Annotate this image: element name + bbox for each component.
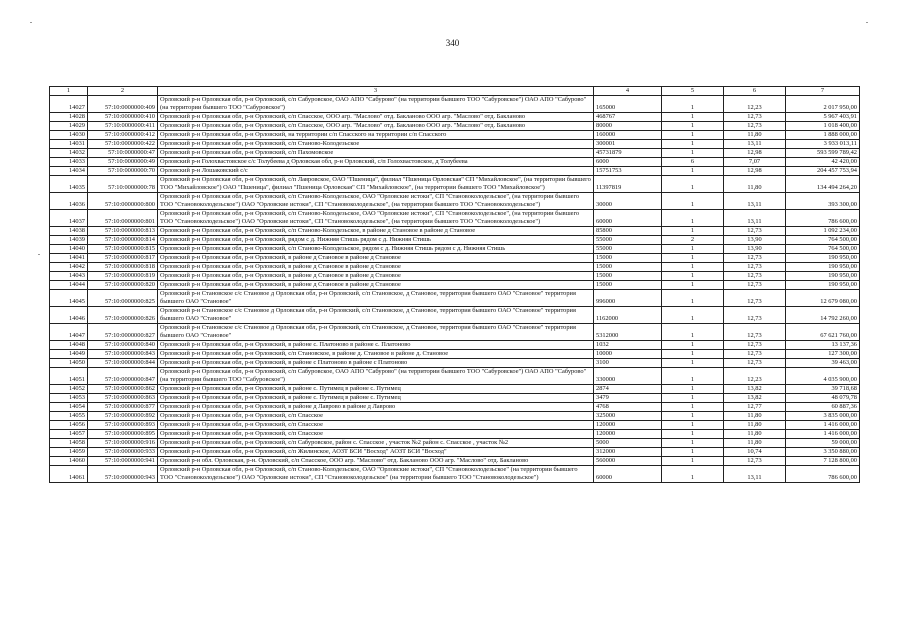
plot-count: 1 xyxy=(662,385,724,394)
table-row xyxy=(50,350,860,359)
row-number: 14032 xyxy=(50,149,88,158)
plot-location: Орловский р-н обл. Орловская, р-н. Орловский, с/п Спасское, ООО агр. "Маслово" отд. Бакланово ООО агр. "Маслово" отд. Бакланово xyxy=(158,457,594,466)
table-body xyxy=(50,96,860,483)
table-row xyxy=(50,254,860,263)
plot-location: Орловский р-н Голохвастовское с/с Толубеева д Орловская обл, р-н Орловский, с/п Голохвастовское, д Толубеева xyxy=(158,158,594,167)
plot-count: 1 xyxy=(662,263,724,272)
row-number: 14038 xyxy=(50,227,88,236)
table-row xyxy=(50,193,860,210)
plot-location: Орловский р-н Орловская обл, р-н Орловский, в районе д Становое в районе д Становое xyxy=(158,263,594,272)
cadastral-value: 1 888 000,00 xyxy=(786,131,860,140)
cadastral-number: 57:10:0000000:814 xyxy=(88,236,158,245)
plot-location: Орловский р-н Орловская обл, р-н Орловский, с/п Лавровское, ОАО "Пшеница", филиал "Пшеница Орловская" СП "Михайловское", (на территории бывшего ТОО "Михайловское") ОАО "Пшеница", филиал "Пшеница Орловская" СП "Михайловское", (на территории бывшего ТОО "Михайловское") xyxy=(158,176,594,193)
cadastral-value: 7 128 800,00 xyxy=(786,457,860,466)
rate-value: 12,73 xyxy=(724,290,786,307)
table-row xyxy=(50,439,860,448)
cadastral-value: 2 017 950,00 xyxy=(786,96,860,113)
rate-value: 12,73 xyxy=(724,341,786,350)
cadastral-number: 57:10:0000000:815 xyxy=(88,245,158,254)
plot-count: 1 xyxy=(662,466,724,483)
cadastral-number: 57:10:0000000:877 xyxy=(88,403,158,412)
row-number: 14059 xyxy=(50,448,88,457)
row-number: 14060 xyxy=(50,457,88,466)
table-row xyxy=(50,341,860,350)
plot-location: Орловский р-н Орловская обл, р-н Орловский, в районе с. Путимец в районе с. Путимец xyxy=(158,394,594,403)
plot-area: 5000 xyxy=(594,439,662,448)
row-number: 14044 xyxy=(50,281,88,290)
plot-area: 15000 xyxy=(594,254,662,263)
rate-value: 10,74 xyxy=(724,448,786,457)
plot-area: 1032 xyxy=(594,341,662,350)
plot-count: 1 xyxy=(662,430,724,439)
cadastral-value: 786 600,00 xyxy=(786,466,860,483)
rate-value: 12,23 xyxy=(724,96,786,113)
plot-area: 15000 xyxy=(594,281,662,290)
plot-area: 120000 xyxy=(594,421,662,430)
rate-value: 12,23 xyxy=(724,368,786,385)
rate-value: 11,80 xyxy=(724,176,786,193)
row-number: 14027 xyxy=(50,96,88,113)
plot-location: Орловский р-н Орловская обл, р-н Орловский, в районе д Становое в районе д Становое xyxy=(158,254,594,263)
cadastral-number: 57:10:0000000:818 xyxy=(88,263,158,272)
rate-value: 13,82 xyxy=(724,394,786,403)
cadastral-value: 190 950,00 xyxy=(786,272,860,281)
table-row xyxy=(50,359,860,368)
row-number: 14041 xyxy=(50,254,88,263)
table-row xyxy=(50,245,860,254)
plot-location: Орловский р-н Орловская обл, р-н Орловский, с/п Спасское xyxy=(158,412,594,421)
rate-value: 13,82 xyxy=(724,385,786,394)
table-row xyxy=(50,263,860,272)
cadastral-number: 57:10:0000000:49 xyxy=(88,158,158,167)
table-row xyxy=(50,368,860,385)
plot-area: 300001 xyxy=(594,140,662,149)
plot-count: 1 xyxy=(662,350,724,359)
plot-count: 1 xyxy=(662,439,724,448)
row-number: 14033 xyxy=(50,158,88,167)
table-row xyxy=(50,448,860,457)
row-number: 14058 xyxy=(50,439,88,448)
rate-value: 12,73 xyxy=(724,113,786,122)
plot-area: 60000 xyxy=(594,466,662,483)
plot-area: 3479 xyxy=(594,394,662,403)
cadastral-value: 12 679 080,00 xyxy=(786,290,860,307)
cadastral-value: 39 463,00 xyxy=(786,359,860,368)
cadastral-value: 39 718,68 xyxy=(786,385,860,394)
plot-area: 55000 xyxy=(594,245,662,254)
plot-location: Орловский р-н Орловская обл, р-н Орловский, в районе д Становое в районе д Становое xyxy=(158,272,594,281)
cadastral-number: 57:10:0000000:819 xyxy=(88,272,158,281)
row-number: 14056 xyxy=(50,421,88,430)
plot-count: 1 xyxy=(662,210,724,227)
cadastral-value: 190 950,00 xyxy=(786,281,860,290)
table-row xyxy=(50,227,860,236)
plot-count: 1 xyxy=(662,140,724,149)
rate-value: 12,73 xyxy=(724,263,786,272)
plot-area: 60000 xyxy=(594,210,662,227)
plot-location: Орловский р-н Орловская обл, р-н Орловский, с/п Спасское xyxy=(158,421,594,430)
cadastral-value: 60 887,36 xyxy=(786,403,860,412)
column-header: 6 xyxy=(724,87,786,96)
cadastral-value: 14 792 260,00 xyxy=(786,307,860,324)
plot-count: 1 xyxy=(662,122,724,131)
plot-location: Орловский р-н Орловская обл, р-н Орловский, с/п Пахомовское xyxy=(158,149,594,158)
cadastral-number: 57:10:0000000:941 xyxy=(88,457,158,466)
land-plot-table-container xyxy=(49,86,859,483)
cadastral-value: 3 350 880,00 xyxy=(786,448,860,457)
cadastral-number: 57:10:0000000:892 xyxy=(88,412,158,421)
plot-area: 330000 xyxy=(594,368,662,385)
plot-location: Орловский р-н Орловская обл, р-н Орловский, с/п Станово-Колодезьское, ОАО "Орловские истоки", СП "Становоколодезьское" (на территории бывшего ТОО "Становоколодезьское") ОАО "Орловские истоки", СП "Становоколодезьское" (на территории бывшего ТОО "Становоколодезьское") xyxy=(158,466,594,483)
plot-count: 1 xyxy=(662,96,724,113)
cadastral-value: 190 950,00 xyxy=(786,254,860,263)
plot-area: 325000 xyxy=(594,412,662,421)
rate-value: 11,80 xyxy=(724,439,786,448)
cadastral-number: 57:10:0000000:409 xyxy=(88,96,158,113)
cadastral-number: 57:10:0000000:78 xyxy=(88,176,158,193)
rate-value: 11,80 xyxy=(724,412,786,421)
rate-value: 12,73 xyxy=(724,272,786,281)
plot-location: Орловский р-н Орловская обл, р-н Орловский, в районе с. Путимец в районе с. Путимец xyxy=(158,385,594,394)
plot-count: 1 xyxy=(662,341,724,350)
plot-location: Орловский р-н Орловская обл, р-н Орловский, в районе д Лаврово в районе д Лаврово xyxy=(158,403,594,412)
plot-area: 468767 xyxy=(594,113,662,122)
table-row xyxy=(50,210,860,227)
cadastral-number: 57:10:0000000:847 xyxy=(88,368,158,385)
table-row xyxy=(50,394,860,403)
cadastral-number: 57:10:0000000:813 xyxy=(88,227,158,236)
plot-location: Орловский р-н Орловская обл, р-н Орловский, с/п Спасское, ООО агр. "Маслово" отд. Бакланово ООО агр. "Маслово" отд. Бакланово xyxy=(158,122,594,131)
column-header: 3 xyxy=(158,87,594,96)
plot-count: 1 xyxy=(662,113,724,122)
row-number: 14043 xyxy=(50,272,88,281)
row-number: 14057 xyxy=(50,430,88,439)
plot-location: Орловский р-н Орловская обл, р-н Орловский, с/п Становское, в районе д. Становое в районе д. Становое xyxy=(158,350,594,359)
rate-value: 12,73 xyxy=(724,457,786,466)
plot-location: Орловский р-н Орловская обл, р-н Орловский, с/п Станово-Колодезьское, ОАО "Орловские истоки", СП "Становоколодезьское", (на территории бывшего ТОО "Становоколодезьское") ОАО "Орловские истоки", СП "Становоколодезьское", (на территории бывшего ТОО "Становоколодезьское") xyxy=(158,210,594,227)
cadastral-value: 593 599 789,42 xyxy=(786,149,860,158)
column-header: 2 xyxy=(88,87,158,96)
row-number: 14050 xyxy=(50,359,88,368)
cadastral-value: 3 933 013,11 xyxy=(786,140,860,149)
plot-area: 85800 xyxy=(594,227,662,236)
cadastral-value: 67 621 760,00 xyxy=(786,324,860,341)
row-number: 14053 xyxy=(50,394,88,403)
plot-count: 1 xyxy=(662,394,724,403)
plot-location: Орловский р-н Орловская обл, р-н Орловский, с/п Жилинское, АОЗТ БСИ "Восход" АОЗТ БСИ "Восход" xyxy=(158,448,594,457)
plot-area: 80000 xyxy=(594,122,662,131)
row-number: 14035 xyxy=(50,176,88,193)
rate-value: 12,73 xyxy=(724,227,786,236)
plot-location: Орловский р-н Орловская обл, р-н Орловский, в районе с. Платоново в районе с. Платоново xyxy=(158,341,594,350)
plot-count: 1 xyxy=(662,167,724,176)
plot-area: 560000 xyxy=(594,457,662,466)
rate-value: 12,98 xyxy=(724,149,786,158)
table-row xyxy=(50,385,860,394)
cadastral-number: 57:10:0000000:916 xyxy=(88,439,158,448)
rate-value: 12,73 xyxy=(724,359,786,368)
rate-value: 13,90 xyxy=(724,245,786,254)
plot-count: 1 xyxy=(662,307,724,324)
plot-location: Орловский р-н Орловская обл, р-н Орловский, с/п Спасское, ООО агр. "Маслово" отд. Бакланово ООО агр. "Маслово" отд. Бакланово xyxy=(158,113,594,122)
table-row xyxy=(50,149,860,158)
row-number: 14048 xyxy=(50,341,88,350)
plot-count: 1 xyxy=(662,245,724,254)
plot-area: 4768 xyxy=(594,403,662,412)
rate-value: 13,11 xyxy=(724,466,786,483)
cadastral-value: 4 035 900,00 xyxy=(786,368,860,385)
cadastral-value: 3 835 000,00 xyxy=(786,412,860,421)
rate-value: 11,80 xyxy=(724,131,786,140)
row-number: 14036 xyxy=(50,193,88,210)
cadastral-number: 57:10:0000000:843 xyxy=(88,350,158,359)
plot-area: 55000 xyxy=(594,236,662,245)
column-header: 5 xyxy=(662,87,724,96)
plot-area: 6000 xyxy=(594,158,662,167)
page-number: 340 xyxy=(445,38,460,48)
plot-area: 15751753 xyxy=(594,167,662,176)
table-row xyxy=(50,290,860,307)
plot-location: Орловский р-н Орловская обл, р-н Орловский, с/п Сабуровское, ОАО АПО "Сабурово" (на территории бывшего ТОО "Сабуровское") ОАО АПО "Сабурово" (на территории бывшего ТОО "Сабуровское") xyxy=(158,368,594,385)
rate-value: 11,80 xyxy=(724,430,786,439)
cadastral-value: 393 300,00 xyxy=(786,193,860,210)
table-row xyxy=(50,403,860,412)
plot-count: 2 xyxy=(662,236,724,245)
plot-area: 45731879 xyxy=(594,149,662,158)
row-number: 14028 xyxy=(50,113,88,122)
row-number: 14046 xyxy=(50,307,88,324)
cadastral-value: 42 420,00 xyxy=(786,158,860,167)
rate-value: 12,73 xyxy=(724,350,786,359)
plot-location: Орловский р-н Орловская обл, р-н Орловский, с/п Станово-Колодезьское xyxy=(158,140,594,149)
cadastral-value: 764 500,00 xyxy=(786,236,860,245)
plot-count: 1 xyxy=(662,176,724,193)
table-row xyxy=(50,412,860,421)
table-row xyxy=(50,457,860,466)
row-number: 14049 xyxy=(50,350,88,359)
cadastral-value: 1 018 400,00 xyxy=(786,122,860,131)
plot-count: 1 xyxy=(662,457,724,466)
plot-area: 15000 xyxy=(594,263,662,272)
plot-count: 1 xyxy=(662,193,724,210)
scan-mark xyxy=(38,254,40,255)
plot-area: 3100 xyxy=(594,359,662,368)
cadastral-value: 204 457 753,94 xyxy=(786,167,860,176)
rate-value: 13,11 xyxy=(724,193,786,210)
plot-location: Орловский р-н Орловская обл, р-н Орловский, в районе д Становое в районе д Становое xyxy=(158,281,594,290)
cadastral-value: 5 967 403,91 xyxy=(786,113,860,122)
column-header: 4 xyxy=(594,87,662,96)
plot-count: 1 xyxy=(662,227,724,236)
row-number: 14052 xyxy=(50,385,88,394)
cadastral-number: 57:10:0000000:410 xyxy=(88,113,158,122)
rate-value: 12,73 xyxy=(724,324,786,341)
cadastral-number: 57:10:0000000:800 xyxy=(88,193,158,210)
cadastral-number: 57:10:0000000:422 xyxy=(88,140,158,149)
table-row xyxy=(50,281,860,290)
plot-location: Орловский р-н Орловская обл, р-н Орловский, на территории с/п Спасского на территории с/п Спасского xyxy=(158,131,594,140)
rate-value: 7,07 xyxy=(724,158,786,167)
plot-count: 1 xyxy=(662,149,724,158)
plot-location: Орловский р-н Орловская обл, р-н Орловский, с/п Сабуровское, ОАО АПО "Сабурово" (на территории бывшего ТОО "Сабуровское") ОАО АПО "Сабурово" (на территории бывшего ТОО "Сабуровское") xyxy=(158,96,594,113)
table-row xyxy=(50,113,860,122)
cadastral-number: 57:10:0000000:817 xyxy=(88,254,158,263)
plot-location: Орловский р-н Становское с/с Становое д Орловская обл, р-н Орловский, с/п Становское, д Становое, территория бывшего ОАО "Становое" территория бывшего ОАО "Становое" xyxy=(158,307,594,324)
plot-count: 1 xyxy=(662,368,724,385)
plot-location: Орловский р-н Орловская обл, р-н Орловский, с/п Станово-Колодезьское, рядом с д. Нижняя Стишь рядом с д. Нижняя Стишь xyxy=(158,245,594,254)
cadastral-number: 57:10:0000000:826 xyxy=(88,307,158,324)
plot-location: Орловский р-н Становское с/с Становое д Орловская обл, р-н Орловский, с/п Становское, д Становое, территория бывшего ОАО "Становое" территория бывшего ОАО "Становое" xyxy=(158,324,594,341)
cadastral-number: 57:10:0000000:820 xyxy=(88,281,158,290)
plot-count: 1 xyxy=(662,403,724,412)
rate-value: 11,80 xyxy=(724,421,786,430)
plot-count: 1 xyxy=(662,412,724,421)
plot-location: Орловский р-н Орловская обл, р-н Орловский, с/п Спасское xyxy=(158,430,594,439)
cadastral-number: 57:10:0000000:863 xyxy=(88,394,158,403)
plot-count: 1 xyxy=(662,281,724,290)
table-row xyxy=(50,158,860,167)
plot-count: 1 xyxy=(662,421,724,430)
rate-value: 13,11 xyxy=(724,210,786,227)
table-row xyxy=(50,324,860,341)
cadastral-value: 1 416 000,00 xyxy=(786,430,860,439)
table-row xyxy=(50,421,860,430)
cadastral-number: 57:10:0000000:895 xyxy=(88,430,158,439)
plot-count: 6 xyxy=(662,158,724,167)
cadastral-value: 786 600,00 xyxy=(786,210,860,227)
cadastral-number: 57:10:0000000:70 xyxy=(88,167,158,176)
plot-location: Орловский р-н Орловская обл, р-н Орловский, с/п Сабуровское, район с. Спасское , участок №2 район с. Спасское , участок №2 xyxy=(158,439,594,448)
table-row xyxy=(50,307,860,324)
plot-count: 1 xyxy=(662,448,724,457)
row-number: 14042 xyxy=(50,263,88,272)
table-row xyxy=(50,96,860,113)
row-number: 14031 xyxy=(50,140,88,149)
plot-location: Орловский р-н Орловская обл, р-н Орловский, с/п Станово-Колодезьское, в районе д Становое в районе д Становое xyxy=(158,227,594,236)
plot-area: 11397819 xyxy=(594,176,662,193)
table-row xyxy=(50,140,860,149)
cadastral-value: 1 416 000,00 xyxy=(786,421,860,430)
cadastral-value: 127 300,00 xyxy=(786,350,860,359)
plot-location: Орловский р-н Орловская обл, р-н Орловский, рядом с д. Нижняя Стишь рядом с д. Нижняя Стишь xyxy=(158,236,594,245)
plot-count: 1 xyxy=(662,324,724,341)
table-row xyxy=(50,466,860,483)
row-number: 14039 xyxy=(50,236,88,245)
plot-area: 5312000 xyxy=(594,324,662,341)
plot-count: 1 xyxy=(662,254,724,263)
column-header: 7 xyxy=(786,87,860,96)
plot-area: 996000 xyxy=(594,290,662,307)
plot-area: 15000 xyxy=(594,272,662,281)
cadastral-value: 13 137,36 xyxy=(786,341,860,350)
plot-area: 312000 xyxy=(594,448,662,457)
row-number: 14034 xyxy=(50,167,88,176)
cadastral-value: 48 079,78 xyxy=(786,394,860,403)
row-number: 14030 xyxy=(50,131,88,140)
row-number: 14054 xyxy=(50,403,88,412)
row-number: 14037 xyxy=(50,210,88,227)
cadastral-number: 57:10:0000000:933 xyxy=(88,448,158,457)
plot-area: 10000 xyxy=(594,350,662,359)
cadastral-value: 190 950,00 xyxy=(786,263,860,272)
plot-area: 160000 xyxy=(594,131,662,140)
table-row xyxy=(50,131,860,140)
plot-count: 1 xyxy=(662,131,724,140)
table-row xyxy=(50,122,860,131)
table-row xyxy=(50,236,860,245)
cadastral-value: 59 000,00 xyxy=(786,439,860,448)
header-row xyxy=(50,87,860,96)
cadastral-value: 764 500,00 xyxy=(786,245,860,254)
cadastral-number: 57:10:0000000:893 xyxy=(88,421,158,430)
cadastral-number: 57:10:0000000:47 xyxy=(88,149,158,158)
row-number: 14061 xyxy=(50,466,88,483)
plot-location: Орловский р-н Орловская обл, р-н Орловский, в районе с Платоново в районе с Платоново xyxy=(158,359,594,368)
scan-mark xyxy=(866,22,868,23)
cadastral-number: 57:10:0000000:825 xyxy=(88,290,158,307)
table-row xyxy=(50,430,860,439)
table-row xyxy=(50,167,860,176)
cadastral-value: 1 092 234,00 xyxy=(786,227,860,236)
row-number: 14051 xyxy=(50,368,88,385)
plot-count: 1 xyxy=(662,290,724,307)
plot-area: 165000 xyxy=(594,96,662,113)
rate-value: 13,11 xyxy=(724,140,786,149)
cadastral-number: 57:10:0000000:943 xyxy=(88,466,158,483)
plot-location: Орловский р-н Орловская обл, р-н Орловский, с/п Станово-Колодезьское, ОАО "Орловские истоки", СП "Становоколодезьское", (на территории бывшего ТОО "Становоколодезьское") ОАО "Орловские истоки", СП "Становоколодезьское", (на территории бывшего ТОО "Становоколодезьское") xyxy=(158,193,594,210)
plot-location: Орловский р-н Становское с/с Становое д Орловская обл, р-н Орловский, с/п Становское, д Становое, территория бывшего ОАО "Становое" территория бывшего ОАО "Становое" xyxy=(158,290,594,307)
rate-value: 12,73 xyxy=(724,122,786,131)
plot-area: 2874 xyxy=(594,385,662,394)
plot-area: 120000 xyxy=(594,430,662,439)
cadastral-number: 57:10:0000000:801 xyxy=(88,210,158,227)
cadastral-number: 57:10:0000000:412 xyxy=(88,131,158,140)
plot-count: 1 xyxy=(662,359,724,368)
cadastral-number: 57:10:0000000:840 xyxy=(88,341,158,350)
cadastral-value: 134 494 264,20 xyxy=(786,176,860,193)
plot-area: 30000 xyxy=(594,193,662,210)
cadastral-number: 57:10:0000000:827 xyxy=(88,324,158,341)
land-plot-table xyxy=(49,86,860,483)
rate-value: 12,73 xyxy=(724,281,786,290)
rate-value: 12,73 xyxy=(724,307,786,324)
scan-mark xyxy=(30,22,32,23)
row-number: 14029 xyxy=(50,122,88,131)
cadastral-number: 57:10:0000000:844 xyxy=(88,359,158,368)
row-number: 14047 xyxy=(50,324,88,341)
plot-area: 1162000 xyxy=(594,307,662,324)
plot-location: Орловский р-н Лошаковский с/с xyxy=(158,167,594,176)
table-row xyxy=(50,176,860,193)
plot-count: 1 xyxy=(662,272,724,281)
rate-value: 12,73 xyxy=(724,254,786,263)
rate-value: 12,98 xyxy=(724,167,786,176)
rate-value: 12,77 xyxy=(724,403,786,412)
row-number: 14045 xyxy=(50,290,88,307)
cadastral-number: 57:10:0000000:862 xyxy=(88,385,158,394)
cadastral-number: 57:10:0000000:411 xyxy=(88,122,158,131)
table-row xyxy=(50,272,860,281)
rate-value: 13,90 xyxy=(724,236,786,245)
row-number: 14040 xyxy=(50,245,88,254)
column-header: 1 xyxy=(50,87,88,96)
row-number: 14055 xyxy=(50,412,88,421)
